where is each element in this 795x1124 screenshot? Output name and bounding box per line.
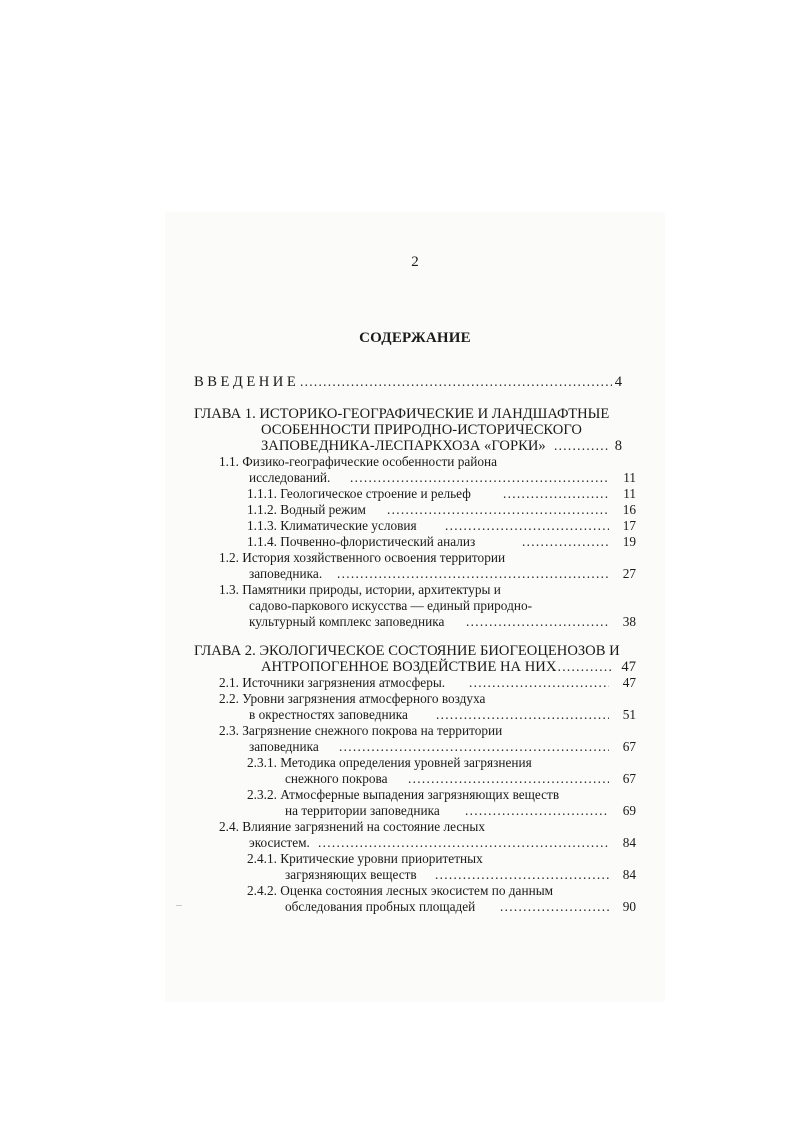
toc-entry-title-cont: загрязняющих веществ [285, 867, 417, 882]
toc-entry-title-cont: культурный комплекс заповедника [249, 614, 445, 629]
toc-entry-page: 11 [623, 470, 636, 485]
toc-entry-title: ГЛАВА 2. ЭКОЛОГИЧЕСКОЕ СОСТОЯНИЕ БИОГЕОЦЕНОЗОВ И [194, 643, 620, 659]
toc-entry-title-cont: заповедника. [249, 566, 323, 581]
toc-entry-title-cont: садово-паркового искусства — единый природно- [249, 598, 533, 613]
toc-entry-title: 2.4. Влияние загрязнений на состояние лесных [219, 819, 485, 834]
toc-entry-title-cont: обследования пробных площадей [285, 899, 476, 914]
toc-entry-title: 1.1.1. Геологическое строение и рельеф [247, 486, 471, 501]
toc-leader-dots [466, 613, 608, 631]
toc-entry-title-cont: ЗАПОВЕДНИКА-ЛЕСПАРКХОЗА «ГОРКИ» [261, 438, 546, 454]
toc-entry-title-cont: исследований. [249, 470, 331, 485]
toc-heading: СОДЕРЖАНИЕ [359, 330, 471, 346]
toc-entry-page: 27 [622, 566, 636, 581]
toc-entry-title-cont: снежного покрова [285, 771, 388, 786]
toc-entry-title: 1.1. Физико-географические особенности района [219, 454, 498, 469]
toc-entry-title-cont: АНТРОПОГЕННОЕ ВОЗДЕЙСТВИЕ НА НИХ [261, 659, 557, 675]
toc-entry-title: 2.3.1. Методика определения уровней загрязнения [247, 755, 532, 770]
toc-entry-page: 4 [614, 374, 622, 390]
toc-entry-page: 47 [622, 675, 636, 690]
toc-entry-page: 67 [622, 739, 636, 754]
toc-entry-page: 47 [621, 659, 636, 675]
toc-entry-page: 19 [622, 534, 636, 549]
toc-entry-page: 38 [622, 614, 636, 629]
toc-entry-page: 69 [622, 803, 636, 818]
toc-entry-title-cont: заповедника [249, 739, 319, 754]
toc-entry-title: 1.2. История хозяйственного освоения территории [219, 550, 506, 565]
toc-entry-title: ГЛАВА 1. ИСТОРИКО-ГЕОГРАФИЧЕСКИЕ И ЛАНДШАФТНЫЕ [194, 406, 610, 422]
toc-entry-page: 8 [614, 438, 622, 454]
toc-leader-dots [500, 898, 609, 916]
toc-entry-title-cont: в окрестностях заповедника [249, 707, 408, 722]
toc-entry-title-cont: на территории заповедника [285, 803, 440, 818]
toc-leader-dots [469, 674, 609, 692]
page-number: 2 [411, 254, 419, 270]
toc-entry-title: 2.1. Источники загрязнения атмосферы. [219, 675, 446, 690]
toc-entry-page: 84 [622, 867, 636, 882]
toc-entry-title: 1.1.3. Климатические условия [247, 518, 417, 533]
toc-entry-title: 1.1.4. Почвенно-флористический анализ [247, 534, 476, 549]
toc-entry-title-cont: ОСОБЕННОСТИ ПРИРОДНО-ИСТОРИЧЕСКОГО [261, 422, 582, 438]
toc-entry-title: 1.1.2. Водный режим [247, 502, 366, 517]
toc-entry-title: 1.3. Памятники природы, истории, архитектуры и [219, 582, 501, 597]
toc-entry-page: 11 [623, 486, 636, 501]
toc-entry-title: 2.4.2. Оценка состояния лесных экосистем по данным [247, 883, 554, 898]
toc-leader-dots [465, 802, 609, 820]
toc-entry-title: ВВЕДЕНИЕ [194, 374, 300, 390]
toc-entry-page: 67 [622, 771, 636, 786]
toc-entry-page: 90 [622, 899, 636, 914]
toc-entry-title: 2.4.1. Критические уровни приоритетных [247, 851, 483, 866]
toc-entry-page: 84 [622, 835, 636, 850]
toc-entry-title-cont: экосистем. [249, 835, 310, 850]
toc-entry-page: 51 [622, 707, 636, 722]
toc-entry-page: 17 [622, 518, 636, 533]
toc-entry-title: 2.2. Уровни загрязнения атмосферного воздуха [219, 691, 486, 706]
toc-leader-dots [300, 373, 612, 391]
toc-entry-title: 2.3.2. Атмосферные выпадения загрязняющих веществ [247, 787, 560, 802]
toc-entry-title: 2.3. Загрязнение снежного покрова на территории [219, 723, 503, 738]
toc-entry-page: 16 [622, 502, 636, 517]
